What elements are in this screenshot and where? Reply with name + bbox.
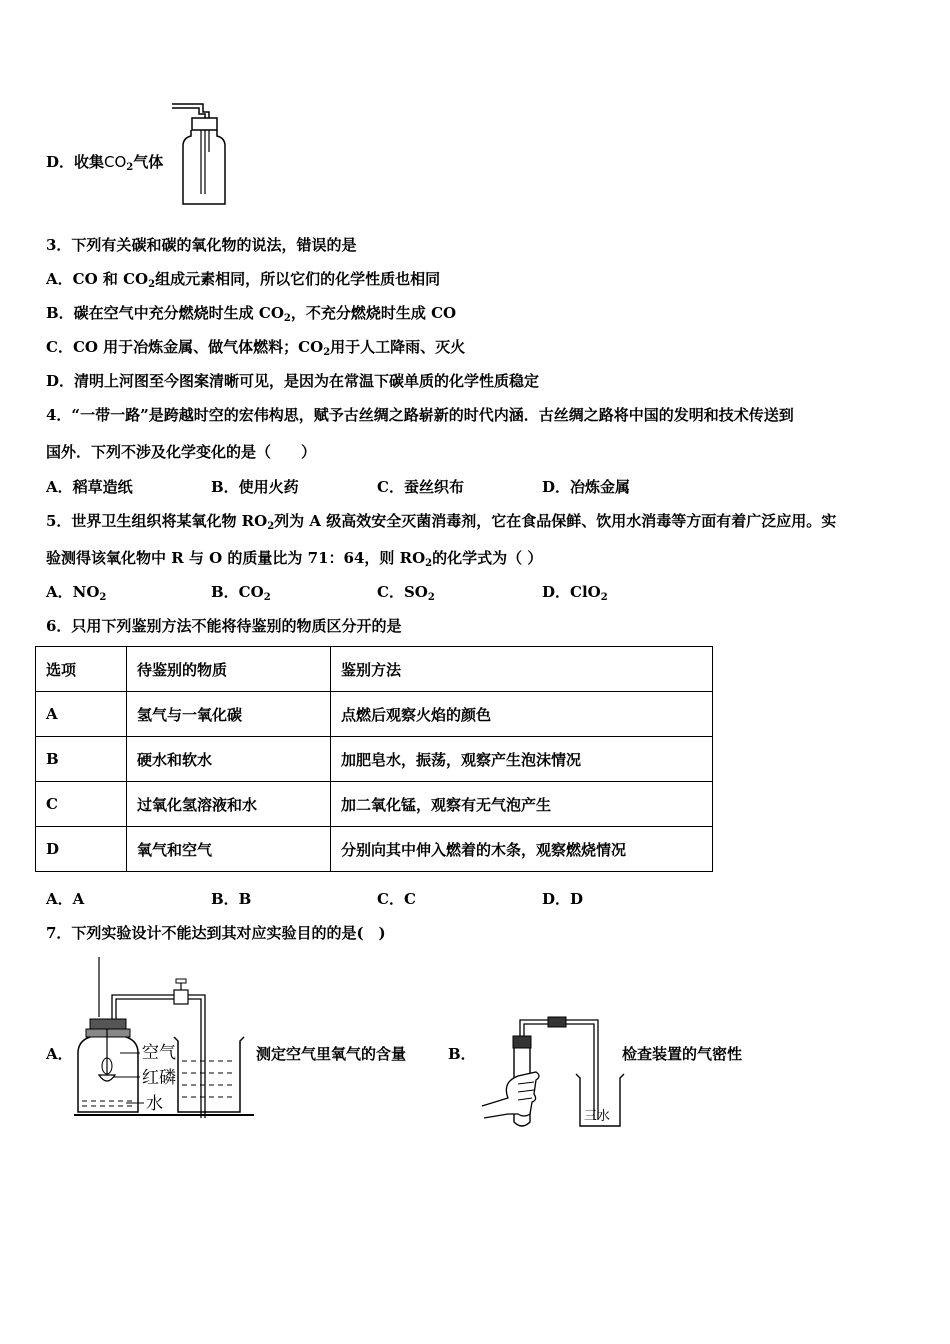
table-header-cell: 选项 <box>36 647 127 692</box>
q5-option-c: C．$SO_2$ <box>377 583 435 603</box>
table-cell: 硬水和软水 <box>127 737 331 782</box>
table-cell: 氢气与一氧化碳 <box>127 692 331 737</box>
q3-option-c: C．CO 用于冶炼金属、做气体燃料；$CO_2$用于人工降雨、灭火 <box>46 338 466 358</box>
q7-option-b-label: B． <box>448 1045 476 1063</box>
table-header-cell: 待鉴别的物质 <box>127 647 331 692</box>
table-cell: 加二氧化锰，观察有无气泡产生 <box>331 782 713 827</box>
q6-stem: 6．只用下列鉴别方法不能将待鉴别的物质区分开的是 <box>46 617 402 635</box>
q7-option-a-caption: 测定空气里氧气的含量 <box>256 1045 407 1063</box>
table-cell: 点燃后观察火焰的颜色 <box>331 692 713 737</box>
q6-option-b: B．B <box>211 890 252 908</box>
q7-stem: 7．下列实验设计不能达到其对应实验目的的是( ) <box>46 924 386 942</box>
q6-option-c: C．C <box>377 890 416 908</box>
q5-option-d: D．ClO$_2$ <box>542 583 608 603</box>
q7-option-b-caption: 检查装置的气密性 <box>622 1045 743 1063</box>
table-row <box>36 737 713 782</box>
q3-option-d: D．清明上河图至今图案清晰可见，是因为在常温下碳单质的化学性质稳定 <box>46 372 540 390</box>
table-cell: C <box>36 782 127 827</box>
q5-stem-line1: 5．世界卫生组织将某氧化物 $RO_2$列为 A 级高效安全灭菌消毒剂，它在食品保鲜、饮用水消毒等方面有着广泛应用。实 <box>46 512 837 532</box>
air-label: 空气 <box>142 1043 176 1063</box>
beaker-water-label: 三水 <box>584 1109 611 1124</box>
table-row <box>36 782 713 827</box>
red-phosphorus-label: 红磷 <box>142 1068 176 1088</box>
table-header-row <box>36 647 713 692</box>
table-cell: A <box>36 692 127 737</box>
q4-option-a: A．稻草造纸 <box>46 478 133 496</box>
table-row <box>36 692 713 737</box>
table-cell: B <box>36 737 127 782</box>
q3-option-a: A．CO 和 $CO_2$组成元素相同，所以它们的化学性质也相同 <box>46 270 441 290</box>
q4-option-b: B．使用火药 <box>211 478 299 496</box>
q5-option-b: B．$CO_2$ <box>211 583 271 603</box>
q3-stem: 3．下列有关碳和碳的氧化物的说法，错误的是 <box>46 236 357 254</box>
table-cell: 氧气和空气 <box>127 827 331 872</box>
q4-option-d: D．冶炼金属 <box>542 478 631 496</box>
q4-option-c: C．蚕丝织布 <box>377 478 464 496</box>
q6-option-d: D．D <box>542 890 584 908</box>
q6-table <box>35 646 713 872</box>
q4-stem-line2: 国外．下列不涉及化学变化的是（ ） <box>46 443 317 461</box>
q7-option-a-label: A． <box>46 1045 73 1063</box>
table-cell: 加肥皂水，振荡，观察产生泡沫情况 <box>331 737 713 782</box>
q5-stem-line2: 验测得该氧化物中 R 与 O 的质量比为 71：64，则 $RO_2$的化学式为（ ） <box>46 549 543 569</box>
q3-option-b: B．碳在空气中充分燃烧时生成 $CO_2$，不充分燃烧时生成 CO <box>46 304 457 324</box>
q4-stem-line1: 4．“一带一路”是跨越时空的宏伟构思，赋予古丝绸之路崭新的时代内涵．古丝绸之路将中国的发明和技术传送到 <box>46 406 794 424</box>
water-label: 水 <box>146 1094 163 1114</box>
q5-option-a: A．$NO_2$ <box>46 583 107 603</box>
table-cell: D <box>36 827 127 872</box>
airtightness-check-figure <box>478 1010 626 1135</box>
oxygen-measurement-apparatus-figure <box>70 955 260 1120</box>
table-header-cell: 鉴别方法 <box>331 647 713 692</box>
table-cell: 分别向其中伸入燃着的木条，观察燃烧情况 <box>331 827 713 872</box>
q2-option-d: D．收集$CO_2$气体 <box>46 153 164 173</box>
q6-option-a: A．A <box>46 890 85 908</box>
table-cell: 过氧化氢溶液和水 <box>127 782 331 827</box>
gas-collection-bottle-figure <box>165 100 235 210</box>
table-row <box>36 827 713 872</box>
